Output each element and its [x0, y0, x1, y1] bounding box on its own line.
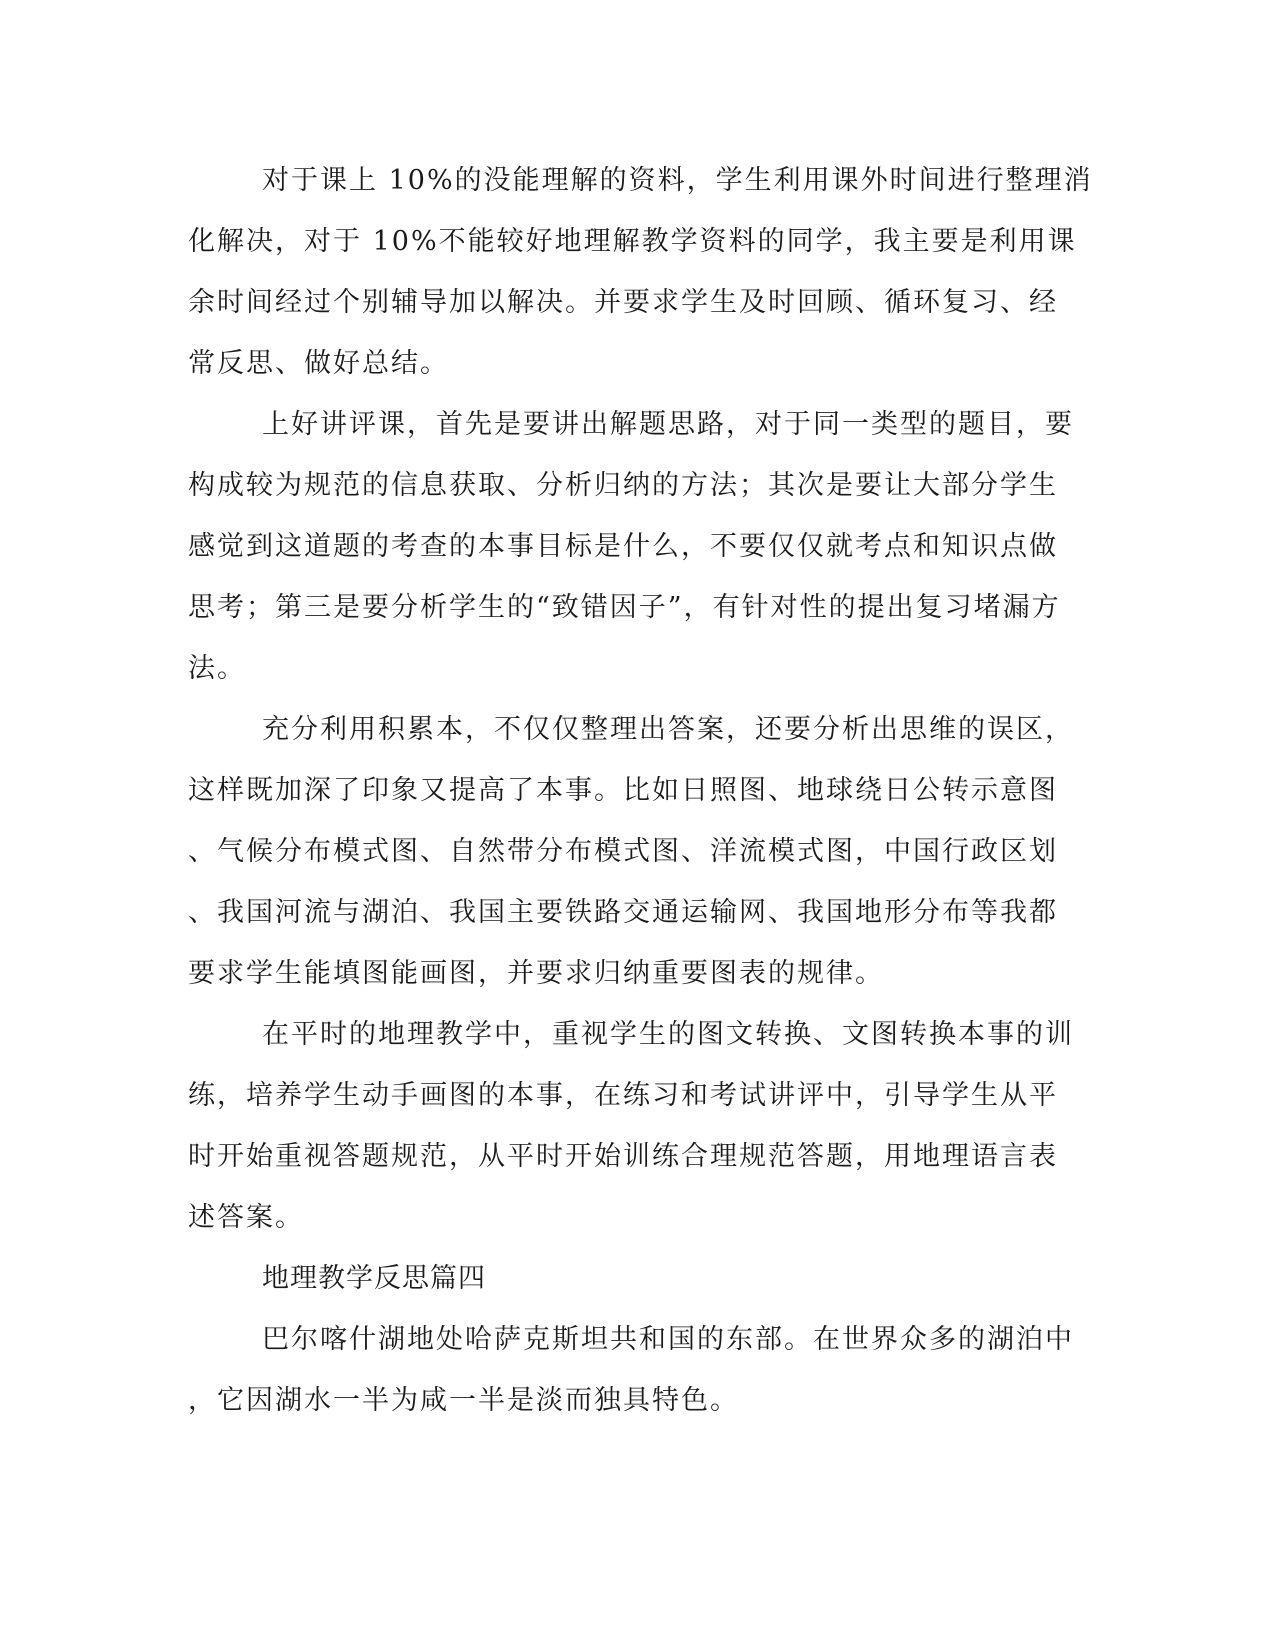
text-line: 在平时的地理教学中，重视学生的图文转换、文图转换本事的训 [262, 1019, 1074, 1050]
text-line: 上好讲评课，首先是要讲出解题思路，对于同一类型的题目，要 [262, 409, 1074, 440]
paragraph-1 [188, 150, 1093, 394]
text-line: 常反思、做好总结。 [188, 348, 449, 379]
text-line: 练，培养学生动手画图的本事，在练习和考试讲评中，引导学生从平 [188, 1080, 1058, 1111]
text-line: 感觉到这道题的考查的本事目标是什么，不要仅仅就考点和知识点做 [188, 531, 1058, 562]
text-line: ，它因湖水一半为咸一半是淡而独具特色。 [188, 1385, 739, 1416]
text-line: 这样既加深了印象又提高了本事。比如日照图、地球绕日公转示意图 [188, 775, 1058, 806]
text-line: 对于课上 10%的没能理解的资料，学生利用课外时间进行整理消 [262, 165, 1093, 196]
document-body [188, 150, 1093, 1431]
section-heading [188, 1248, 1088, 1309]
section-heading-text: 地理教学反思篇四 [262, 1263, 486, 1294]
text-line: 构成较为规范的信息获取、分析归纳的方法；其次是要让大部分学生 [188, 470, 1058, 501]
text-line: 时开始重视答题规范，从平时开始训练合理规范答题，用地理语言表 [188, 1141, 1058, 1172]
text-line: 化解决，对于 10%不能较好地理解教学资料的同学，我主要是利用课 [188, 226, 1077, 257]
text-line: 余时间经过个别辅导加以解决。并要求学生及时回顾、循环复习、经 [188, 287, 1058, 318]
paragraph-5 [188, 1309, 1088, 1431]
text-line: 、气候分布模式图、自然带分布模式图、洋流模式图，中国行政区划 [188, 836, 1058, 867]
paragraph-4 [188, 1004, 1088, 1248]
paragraph-2 [188, 394, 1088, 699]
text-line: 述答案。 [188, 1202, 304, 1233]
text-line: 要求学生能填图能画图，并要求归纳重要图表的规律。 [188, 958, 884, 989]
text-line: 充分利用积累本，不仅仅整理出答案，还要分析出思维的误区， [262, 714, 1074, 745]
text-line: 、我国河流与湖泊、我国主要铁路交通运输网、我国地形分布等我都 [188, 897, 1058, 928]
text-line: 巴尔喀什湖地处哈萨克斯坦共和国的东部。在世界众多的湖泊中 [262, 1324, 1074, 1355]
text-line: 思考；第三是要分析学生的“致错因子”，有针对性的提出复习堵漏方 [188, 592, 1061, 623]
paragraph-3 [188, 699, 1088, 1004]
text-line: 法。 [188, 653, 246, 684]
